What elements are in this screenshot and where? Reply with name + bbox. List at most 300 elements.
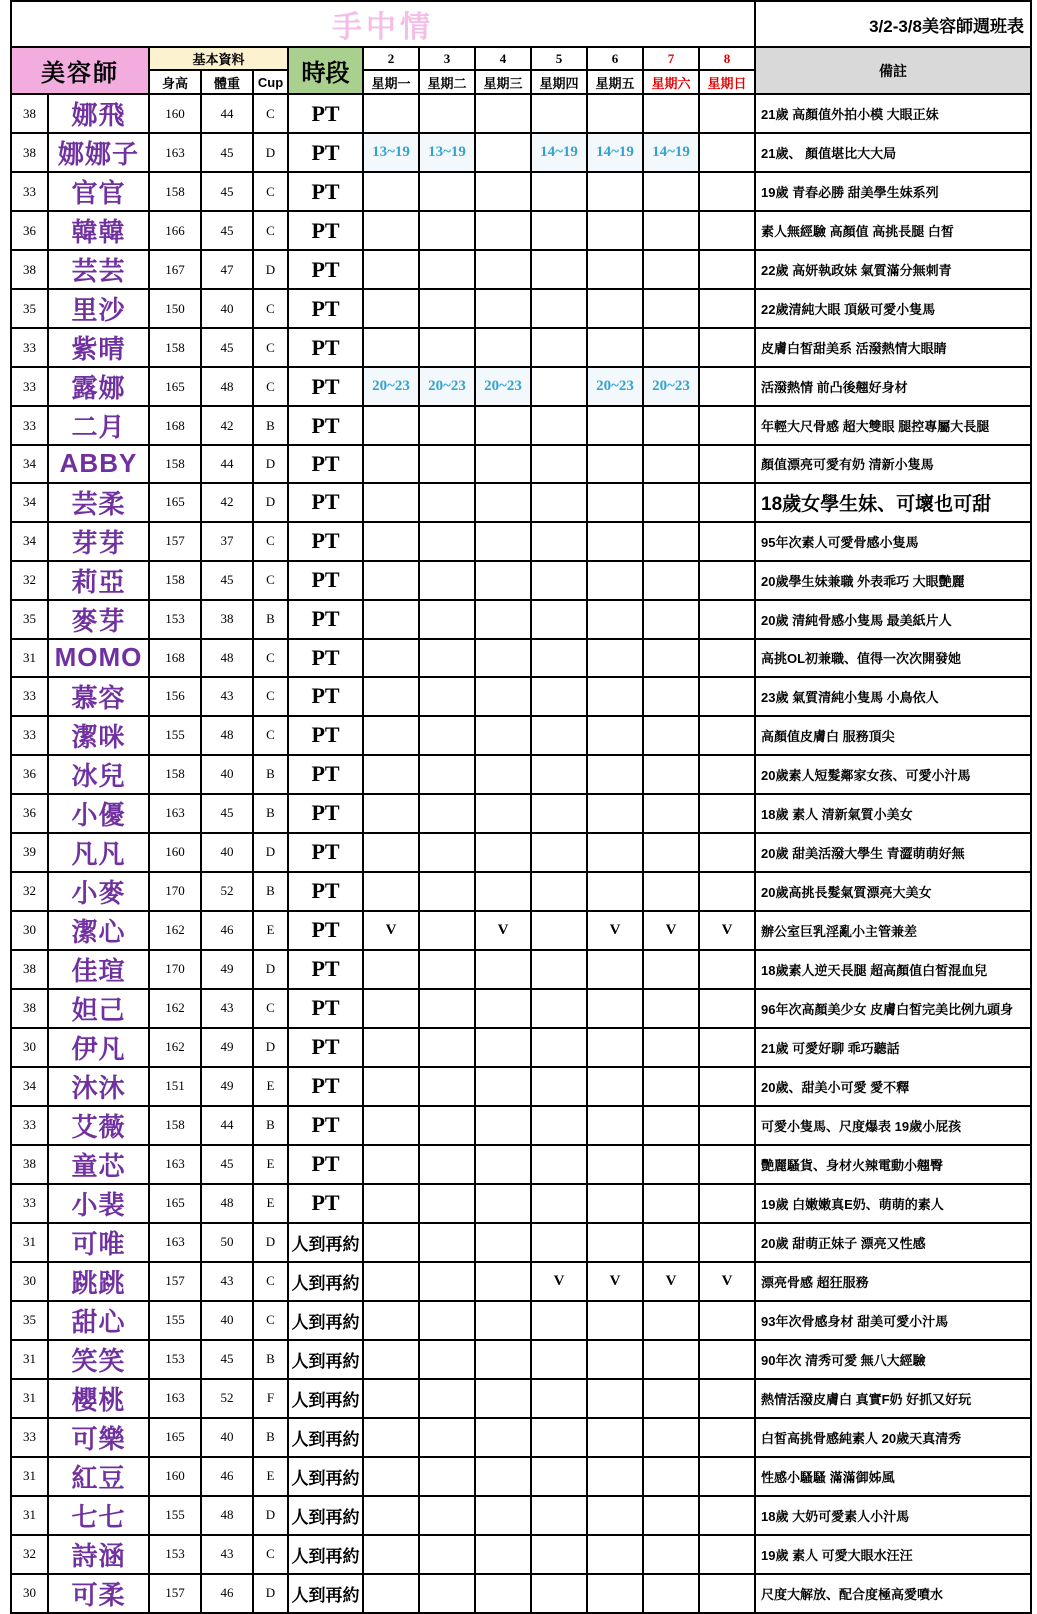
age-cell: 33 [11,406,48,445]
schedule-cell [699,133,755,172]
name-cell: 慕容 [48,677,149,716]
schedule-cell [419,483,475,522]
schedule-cell [419,289,475,328]
title-row [11,1,1031,47]
period-cell: 人到再約 [288,1262,363,1301]
schedule-cell [531,250,587,289]
table-row [11,600,1031,639]
remark-cell: 皮膚白皙甜美系 活潑熱情大眼睛 [755,328,1031,367]
remark-cell: 高顏值皮膚白 服務頂尖 [755,716,1031,755]
schedule-cell [363,989,419,1028]
period-cell: PT [288,639,363,677]
name-cell: 小裴 [48,1184,149,1223]
schedule-cell [419,1457,475,1496]
name-cell: 芸芸 [48,250,149,289]
age-cell: 38 [11,989,48,1028]
schedule-cell: 20~23 [587,367,643,406]
schedule-cell [699,950,755,989]
cup-cell: E [253,1145,288,1184]
schedule-cell [643,1457,699,1496]
day-number: 8 [699,47,755,70]
schedule-cell [419,600,475,639]
schedule-cell: 14~19 [587,133,643,172]
day-name: 星期五 [587,70,643,94]
schedule-cell [699,677,755,716]
basic-info-header: 基本資料 [149,47,288,70]
schedule-cell [531,1457,587,1496]
schedule-cell [587,872,643,911]
schedule-cell [643,872,699,911]
height-cell: 168 [149,406,201,445]
height-cell: 151 [149,1067,201,1106]
weight-header: 體重 [201,70,253,94]
remark-header: 備註 [755,47,1031,94]
schedule-cell [531,1574,587,1613]
height-cell: 163 [149,1379,201,1418]
cup-cell: E [253,1457,288,1496]
schedule-cell [531,483,587,522]
schedule-cell [643,950,699,989]
schedule-cell [419,794,475,833]
schedule-cell [699,172,755,211]
name-cell: 詩涵 [48,1535,149,1574]
schedule-cell [643,328,699,367]
schedule-cell [475,133,531,172]
table-row [11,133,1031,172]
schedule-cell [643,755,699,794]
schedule-cell [419,872,475,911]
table-row [11,1262,1031,1301]
schedule-cell [643,1496,699,1535]
schedule-cell [587,1106,643,1145]
schedule-cell [643,833,699,872]
period-cell: PT [288,289,363,328]
table-row [11,1145,1031,1184]
age-cell: 31 [11,1496,48,1535]
schedule-cell [531,639,587,677]
weight-cell: 44 [201,1106,253,1145]
age-cell: 30 [11,911,48,950]
schedule-cell [699,1574,755,1613]
remark-cell: 尺度大解放、配合度極高愛噴水 [755,1574,1031,1613]
schedule-cell: 14~19 [643,133,699,172]
height-cell: 163 [149,1223,201,1262]
schedule-cell [363,211,419,250]
schedule-cell [699,289,755,328]
schedule-cell [643,172,699,211]
weight-cell: 40 [201,833,253,872]
schedule-cell [587,561,643,600]
weight-cell: 48 [201,639,253,677]
remark-cell: 20歲、甜美小可愛 愛不釋 [755,1067,1031,1106]
name-cell: 妲己 [48,989,149,1028]
age-cell: 33 [11,367,48,406]
period-cell: PT [288,133,363,172]
schedule-cell [531,1496,587,1535]
remark-cell: 活潑熱情 前凸後翹好身材 [755,367,1031,406]
schedule-cell [699,483,755,522]
schedule-cell [475,172,531,211]
period-cell: 人到再約 [288,1535,363,1574]
schedule-cell [475,1457,531,1496]
day-number: 7 [643,47,699,70]
schedule-cell [587,1379,643,1418]
age-cell: 38 [11,133,48,172]
height-cell: 163 [149,133,201,172]
schedule-cell [363,1340,419,1379]
name-cell: 娜娜子 [48,133,149,172]
name-cell: 芸柔 [48,483,149,522]
height-cell: 165 [149,1184,201,1223]
cup-cell: C [253,522,288,561]
weight-cell: 47 [201,250,253,289]
remark-cell: 21歲、 顏值堪比大大局 [755,133,1031,172]
schedule-cell [699,716,755,755]
schedule-cell: V [699,911,755,950]
schedule-cell [643,989,699,1028]
schedule-cell [587,755,643,794]
weight-cell: 43 [201,1535,253,1574]
schedule-cell [419,1340,475,1379]
schedule-cell [531,1067,587,1106]
period-cell: PT [288,367,363,406]
schedule-cell [587,1340,643,1379]
schedule-cell [475,1262,531,1301]
weight-cell: 46 [201,911,253,950]
table-row [11,1106,1031,1145]
schedule-cell [587,1301,643,1340]
schedule-cell [587,833,643,872]
height-cell: 170 [149,872,201,911]
weight-cell: 40 [201,289,253,328]
schedule-cell [531,1301,587,1340]
age-cell: 34 [11,1067,48,1106]
schedule-cell [363,1184,419,1223]
schedule-cell [643,1223,699,1262]
period-cell: 人到再約 [288,1340,363,1379]
table-row [11,872,1031,911]
day-name: 星期日 [699,70,755,94]
schedule-cell [363,328,419,367]
cup-cell: D [253,1496,288,1535]
remark-cell: 年輕大尺骨感 超大雙眼 腿控專屬大長腿 [755,406,1031,445]
day-number: 6 [587,47,643,70]
age-cell: 36 [11,794,48,833]
age-cell: 34 [11,483,48,522]
remark-cell: 辦公室巨乳淫亂小主管兼差 [755,911,1031,950]
schedule-cell [419,716,475,755]
remark-cell: 可愛小隻馬、尺度爆表 19歲小屁孩 [755,1106,1031,1145]
period-cell: PT [288,911,363,950]
schedule-cell [699,1496,755,1535]
schedule-cell [699,367,755,406]
table-row [11,406,1031,445]
schedule-cell [699,1106,755,1145]
schedule-cell [531,989,587,1028]
cup-cell: E [253,1067,288,1106]
age-cell: 36 [11,211,48,250]
schedule-cell [363,950,419,989]
cup-cell: D [253,483,288,522]
schedule-cell [419,172,475,211]
period-cell: PT [288,445,363,483]
name-cell: 可柔 [48,1574,149,1613]
cup-cell: E [253,1184,288,1223]
weight-cell: 37 [201,522,253,561]
table-row [11,911,1031,950]
schedule-cell [363,406,419,445]
name-cell: 凡凡 [48,833,149,872]
schedule-cell [419,211,475,250]
period-cell: PT [288,1106,363,1145]
schedule-cell [475,522,531,561]
height-cell: 162 [149,911,201,950]
schedule-table [10,0,1032,1614]
schedule-cell [699,794,755,833]
schedule-cell [363,289,419,328]
schedule-cell [699,1223,755,1262]
remark-cell: 18歲 素人 清新氣質小美女 [755,794,1031,833]
schedule-cell [531,1340,587,1379]
schedule-cell [643,600,699,639]
name-cell: 沐沐 [48,1067,149,1106]
table-row [11,1379,1031,1418]
height-cell: 163 [149,1145,201,1184]
schedule-cell [363,445,419,483]
day-name: 星期二 [419,70,475,94]
schedule-cell [475,755,531,794]
remark-cell: 熱情活潑皮膚白 真實F奶 好抓又好玩 [755,1379,1031,1418]
schedule-cell [643,1067,699,1106]
schedule-cell [475,1535,531,1574]
schedule-cell: V [587,1262,643,1301]
schedule-cell [363,1106,419,1145]
name-cell: 芽芽 [48,522,149,561]
schedule-cell [475,639,531,677]
age-cell: 31 [11,1223,48,1262]
weight-cell: 52 [201,872,253,911]
height-cell: 160 [149,833,201,872]
schedule-cell [587,1535,643,1574]
page-title: 手中情 [332,11,434,44]
schedule-cell [363,1574,419,1613]
schedule-cell [475,1067,531,1106]
height-cell: 155 [149,1496,201,1535]
age-cell: 33 [11,1418,48,1457]
day-name: 星期四 [531,70,587,94]
schedule-cell [531,833,587,872]
table-row [11,483,1031,522]
height-cell: 165 [149,1418,201,1457]
table-row [11,1223,1031,1262]
schedule-cell [531,1184,587,1223]
weight-cell: 45 [201,561,253,600]
day-name: 星期三 [475,70,531,94]
weight-cell: 48 [201,1496,253,1535]
schedule-cell [419,1496,475,1535]
schedule-cell [587,483,643,522]
weight-cell: 40 [201,755,253,794]
cup-cell: B [253,406,288,445]
weight-cell: 45 [201,328,253,367]
cup-cell: D [253,1574,288,1613]
weight-cell: 45 [201,794,253,833]
schedule-cell [699,1145,755,1184]
cup-cell: F [253,1379,288,1418]
cup-cell: C [253,677,288,716]
remark-cell: 20歲 甜萌正妹子 漂亮又性感 [755,1223,1031,1262]
schedule-cell [531,1223,587,1262]
schedule-cell [363,1067,419,1106]
name-cell: ABBY [48,445,149,483]
schedule-cell [643,406,699,445]
period-cell: 人到再約 [288,1496,363,1535]
weight-cell: 49 [201,950,253,989]
name-cell: 跳跳 [48,1262,149,1301]
period-cell: PT [288,1067,363,1106]
age-cell: 35 [11,600,48,639]
schedule-cell [419,833,475,872]
schedule-cell [699,639,755,677]
age-cell: 32 [11,561,48,600]
age-cell: 30 [11,1262,48,1301]
table-row [11,794,1031,833]
height-cell: 162 [149,989,201,1028]
schedule-cell [587,522,643,561]
schedule-cell [699,1379,755,1418]
schedule-cell [419,1145,475,1184]
cup-header: Cup [253,70,288,94]
name-cell: 莉亞 [48,561,149,600]
schedule-cell [363,755,419,794]
table-row [11,1418,1031,1457]
table-row [11,561,1031,600]
cup-cell: B [253,794,288,833]
schedule-cell [363,1145,419,1184]
name-cell: 艾薇 [48,1106,149,1145]
schedule-cell [699,561,755,600]
height-cell: 158 [149,1106,201,1145]
schedule-cell [363,833,419,872]
cup-cell: D [253,445,288,483]
schedule-cell [475,406,531,445]
schedule-cell [643,522,699,561]
day-number: 4 [475,47,531,70]
period-cell: PT [288,561,363,600]
table-row [11,1028,1031,1067]
name-cell: 二月 [48,406,149,445]
schedule-cell [531,367,587,406]
height-cell: 153 [149,1535,201,1574]
table-row [11,522,1031,561]
schedule-cell [363,172,419,211]
remark-cell: 18歲女學生妹、可壞也可甜 [755,483,1031,522]
period-cell: 人到再約 [288,1574,363,1613]
schedule-cell [475,1574,531,1613]
height-header: 身高 [149,70,201,94]
height-cell: 158 [149,328,201,367]
weight-cell: 44 [201,445,253,483]
schedule-cell [699,328,755,367]
schedule-cell [587,1574,643,1613]
schedule-cell: 20~23 [419,367,475,406]
schedule-cell [587,172,643,211]
schedule-cell [419,677,475,716]
name-cell: 笑笑 [48,1340,149,1379]
day-name: 星期六 [643,70,699,94]
height-cell: 150 [149,289,201,328]
cup-cell: C [253,639,288,677]
period-cell: PT [288,833,363,872]
schedule-cell [531,716,587,755]
schedule-cell [475,1145,531,1184]
schedule-cell [475,677,531,716]
name-cell: 露娜 [48,367,149,406]
age-cell: 33 [11,1106,48,1145]
schedule-cell [587,950,643,989]
table-row [11,755,1031,794]
schedule-cell [419,328,475,367]
schedule-cell [531,677,587,716]
name-cell: 紅豆 [48,1457,149,1496]
remark-cell: 21歲 可愛好聊 乖巧聽話 [755,1028,1031,1067]
table-row [11,1574,1031,1613]
schedule-cell [587,639,643,677]
schedule-cell [643,1028,699,1067]
schedule-cell [699,1457,755,1496]
remark-cell: 性感小騷騷 滿滿御姊風 [755,1457,1031,1496]
day-number: 5 [531,47,587,70]
schedule-cell [587,1457,643,1496]
schedule-cell [699,1301,755,1340]
remark-cell: 18歲素人逆天長腿 超高顏值白皙混血兒 [755,950,1031,989]
period-cell: PT [288,94,363,133]
schedule-cell [531,406,587,445]
height-cell: 160 [149,94,201,133]
period-cell: PT [288,755,363,794]
name-cell: 潔心 [48,911,149,950]
schedule-cell [475,1418,531,1457]
name-cell: 紫晴 [48,328,149,367]
cup-cell: D [253,1028,288,1067]
weight-cell: 48 [201,716,253,755]
schedule-cell [587,989,643,1028]
weight-cell: 42 [201,483,253,522]
table-row [11,94,1031,133]
schedule-cell [419,1535,475,1574]
schedule-cell [419,250,475,289]
height-cell: 157 [149,1574,201,1613]
table-row [11,1340,1031,1379]
weight-cell: 38 [201,600,253,639]
age-cell: 33 [11,716,48,755]
schedule-cell [363,522,419,561]
schedule-cell [475,250,531,289]
schedule-cell [363,250,419,289]
schedule-cell [363,1418,419,1457]
schedule-cell [363,1262,419,1301]
schedule-cell [587,794,643,833]
height-cell: 165 [149,483,201,522]
schedule-cell [643,1535,699,1574]
schedule-cell [419,445,475,483]
period-cell: PT [288,522,363,561]
schedule-cell [419,94,475,133]
table-row [11,716,1031,755]
table-row [11,639,1031,677]
name-cell: 冰兒 [48,755,149,794]
schedule-cell [643,289,699,328]
